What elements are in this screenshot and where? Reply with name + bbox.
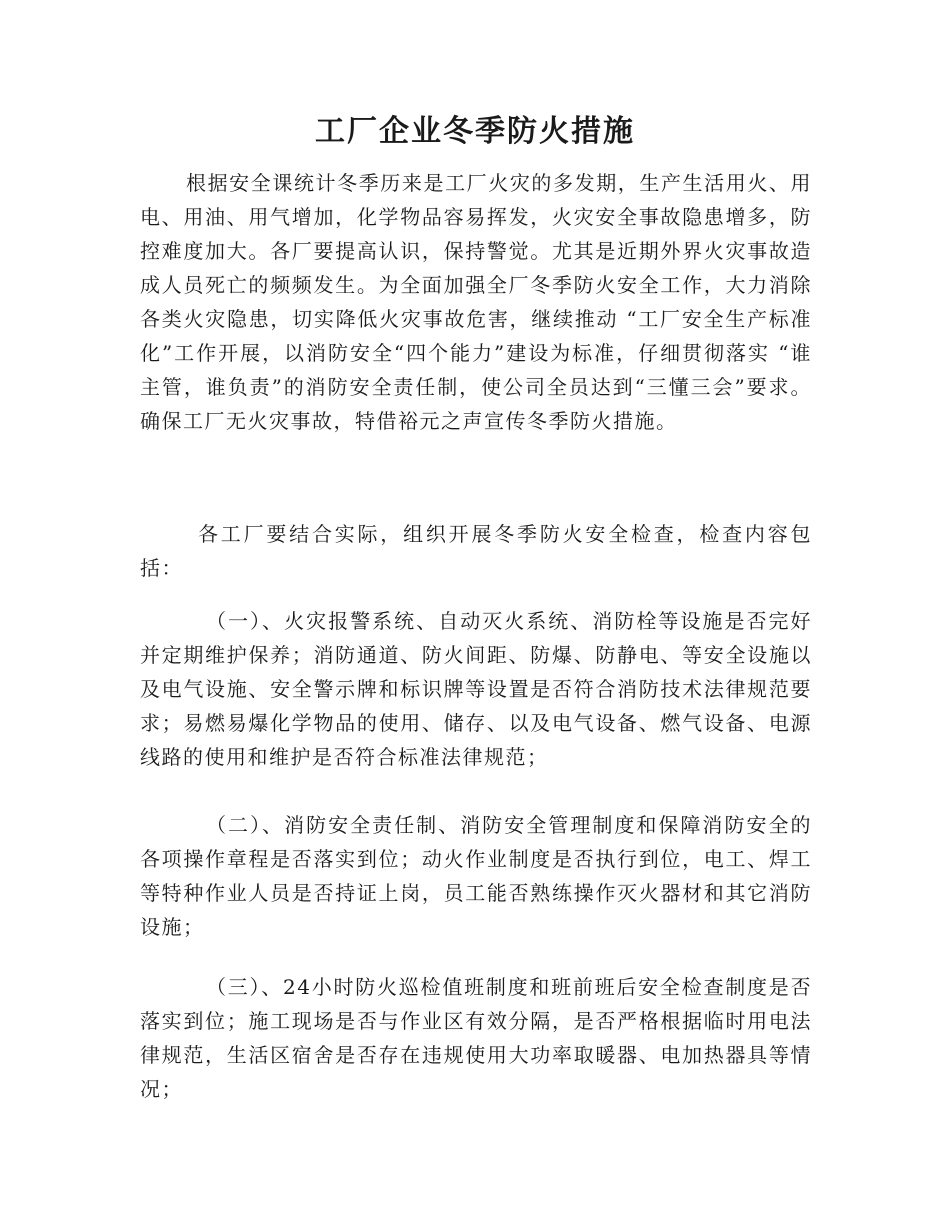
document-title: 工厂企业冬季防火措施 [315, 114, 635, 149]
paragraph-item-1: （一）、火灾报警系统、自动灭火系统、消防栓等设施是否完好并定期维护保养；消防通道、防火间距、防爆、防静电、等安全设施以及电气设施、安全警示牌和标识牌等设置是否符合消防技术法律规范要求；易燃易爆化学物品的使用、储存、以及电气设备、燃气设备、电源线路的使用和维护是否符合标准法律规范； [140, 609, 812, 769]
paragraph-item-2: （二）、消防安全责任制、消防安全管理制度和保障消防安全的各项操作章程是否落实到位；动火作业制度是否执行到位，电工、焊工等特种作业人员是否持证上岗，员工能否熟练操作灭火器材和其它消防设施； [140, 813, 812, 939]
paragraph-inspection-scope: 各工厂要结合实际，组织开展冬季防火安全检查，检查内容包括： [140, 522, 812, 580]
paragraph-item-3: （三）、24小时防火巡检值班制度和班前班后安全检查制度是否落实到位；施工现场是否与作业区有效分隔，是否严格根据临时用电法律规范，生活区宿舍是否存在违规使用大功率取暖器、电加热器具等情况； [140, 975, 812, 1101]
paragraph-intro: 根据安全课统计冬季历来是工厂火灾的多发期，生产生活用火、用电、用油、用气增加，化学物品容易挥发，火灾安全事故隐患增多，防控难度加大。各厂要提高认识，保持警觉。尤其是近期外界火灾事故造成人员死亡的频频发生。为全面加强全厂冬季防火安全工作，大力消除各类火灾隐患，切实降低火灾事故危害，继续推动 “工厂安全生产标准化”工作开展，以消防安全“四个能力”建设为标准，仔细贯彻落实 “谁主管，谁负责”的消防安全责任制，使公司全员达到“三懂三会”要求。确保工厂无火灾事故，特借裕元之声宣传冬季防火措施。 [140, 171, 812, 433]
